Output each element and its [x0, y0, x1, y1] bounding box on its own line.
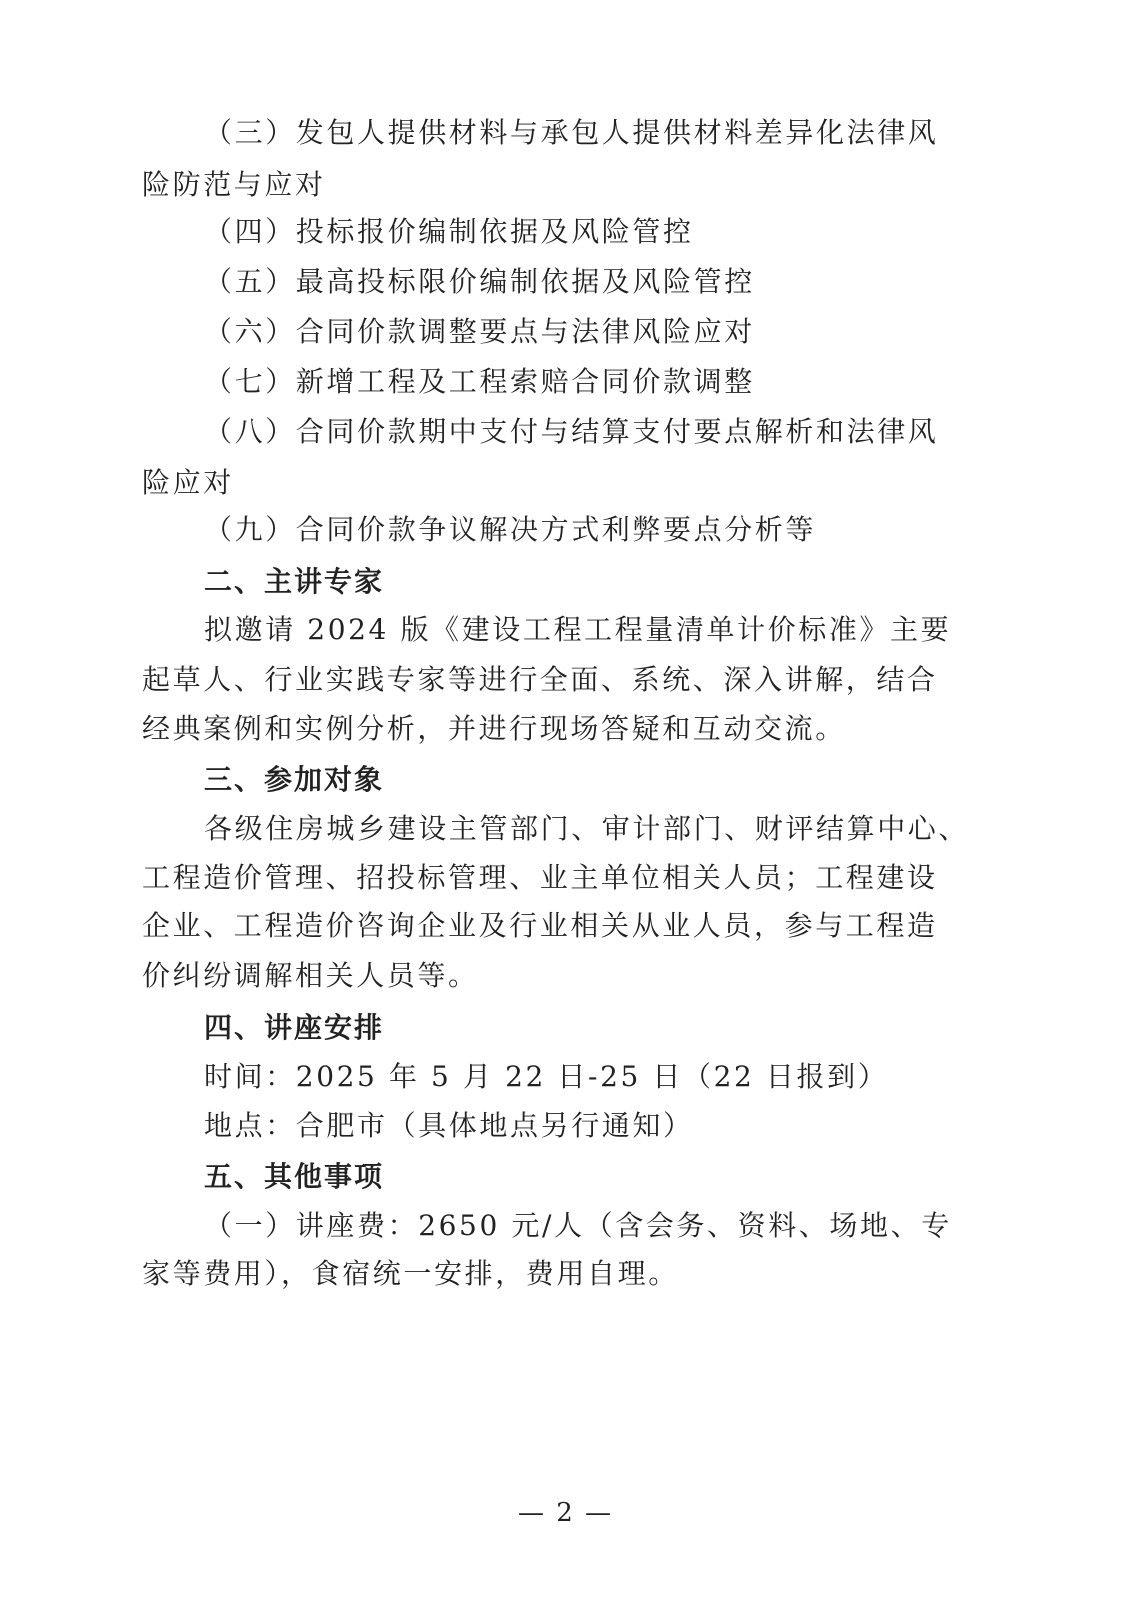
fee-item: （一）讲座费：2650 元/人（含会务、资料、场地、专: [204, 1209, 952, 1242]
list-item-8-cont: 险应对: [142, 466, 234, 499]
section-heading-experts: 二、主讲专家: [204, 565, 385, 598]
section-heading-attendees: 三、参加对象: [204, 763, 385, 796]
list-item-3-cont: 险防范与应对: [142, 168, 326, 201]
paragraph-line: 经典案例和实例分析，并进行现场答疑和互动交流。: [142, 712, 846, 745]
section-heading-other: 五、其他事项: [204, 1160, 385, 1193]
list-item-9: （九）合同价款争议解决方式利弊要点分析等: [204, 513, 817, 546]
list-item-5: （五）最高投标限价编制依据及风险管控: [204, 265, 755, 298]
schedule-time: 时间：2025 年 5 月 22 日-25 日（22 日报到）: [204, 1060, 889, 1093]
section-heading-schedule: 四、讲座安排: [204, 1011, 385, 1044]
paragraph-line: 工程造价管理、招投标管理、业主单位相关人员；工程建设: [142, 861, 938, 894]
page-number: — 2 —: [517, 1498, 614, 1528]
schedule-location: 地点：合肥市（具体地点另行通知）: [204, 1109, 694, 1142]
list-item-7: （七）新增工程及工程索赔合同价款调整: [204, 365, 755, 398]
list-item-3: （三）发包人提供材料与承包人提供材料差异化法律风: [204, 116, 939, 149]
paragraph-line: 价纠纷调解相关人员等。: [142, 959, 479, 992]
list-item-8: （八）合同价款期中支付与结算支付要点解析和法律风: [204, 415, 939, 448]
list-item-4: （四）投标报价编制依据及风险管控: [204, 215, 694, 248]
paragraph-line: 拟邀请 2024 版《建设工程工程量清单计价标准》主要: [204, 613, 952, 646]
paragraph-line: 各级住房城乡建设主管部门、审计部门、财评结算中心、: [204, 812, 970, 845]
paragraph-line: 起草人、行业实践专家等进行全面、系统、深入讲解，结合: [142, 663, 938, 696]
list-item-6: （六）合同价款调整要点与法律风险应对: [204, 315, 755, 348]
fee-item-cont: 家等费用），食宿统一安排，费用自理。: [142, 1257, 679, 1290]
paragraph-line: 企业、工程造价咨询企业及行业相关从业人员，参与工程造: [142, 909, 938, 942]
